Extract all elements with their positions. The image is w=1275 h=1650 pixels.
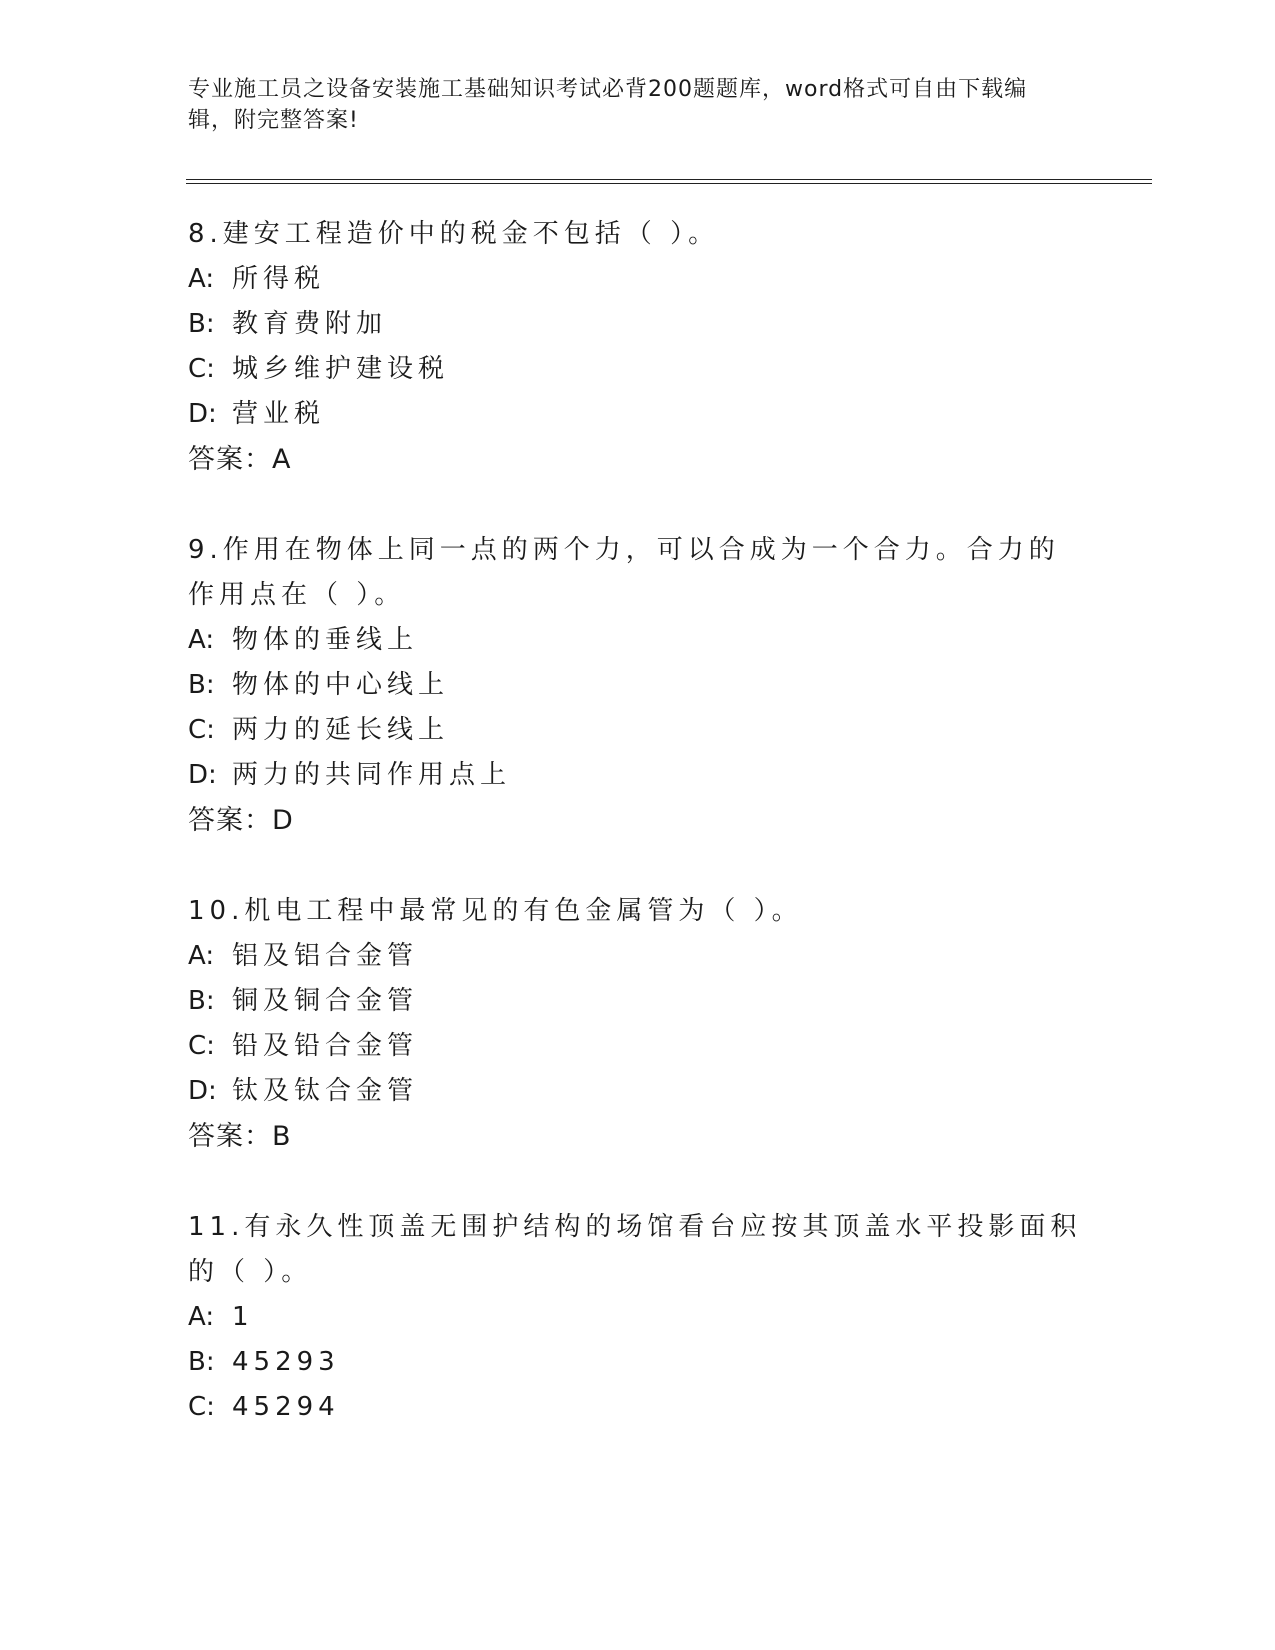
- question-stem: 9.作用在物体上同一点的两个力，可以合成为一个合力。合力的作用点在（ ）。: [188, 535, 1060, 610]
- option-text: 45294: [232, 1392, 340, 1422]
- question-option: [188, 392, 1088, 437]
- option-text: 45293: [232, 1347, 340, 1377]
- question-stem: 11.有永久性顶盖无围护结构的场馆看台应按其顶盖水平投影面积的（ ）。: [188, 1212, 1082, 1287]
- option-letter: A:: [188, 1302, 215, 1332]
- option-text: 钛及钛合金管: [232, 1076, 419, 1106]
- question-item: [188, 889, 1088, 1159]
- option-letter: A:: [188, 625, 215, 655]
- question-answer: 答案：A: [188, 444, 292, 475]
- question-option: [188, 1024, 1088, 1069]
- option-letter: C:: [188, 1392, 215, 1422]
- option-text: 1: [232, 1302, 254, 1332]
- question-answer: 答案：B: [188, 1121, 292, 1152]
- option-letter: C:: [188, 354, 215, 384]
- option-letter: C:: [188, 715, 215, 745]
- option-text: 铅及铅合金管: [232, 1031, 419, 1061]
- question-option: [188, 663, 1088, 708]
- option-text: 两力的共同作用点上: [232, 760, 512, 790]
- question-option: [188, 1069, 1088, 1114]
- question-item: [188, 212, 1088, 482]
- option-letter: D:: [188, 399, 217, 429]
- option-text: 物体的中心线上: [232, 670, 450, 700]
- question-list: [188, 212, 1088, 1476]
- option-text: 物体的垂线上: [232, 625, 419, 655]
- option-text: 教育费附加: [232, 309, 388, 339]
- option-text: 铜及铜合金管: [232, 986, 419, 1016]
- question-answer: 答案：D: [188, 805, 294, 836]
- question-option: [188, 934, 1088, 979]
- header-rule-top: [186, 179, 1152, 180]
- option-text: 城乡维护建设税: [232, 354, 450, 384]
- question-option: [188, 347, 1088, 392]
- option-text: 所得税: [232, 264, 326, 294]
- question-stem: 10.机电工程中最常见的有色金属管为（ ）。: [188, 896, 803, 926]
- option-letter: B:: [188, 1347, 215, 1377]
- question-stem: 8.建安工程造价中的税金不包括（ ）。: [188, 219, 720, 249]
- question-option: [188, 1295, 1088, 1340]
- option-text: 营业税: [232, 399, 326, 429]
- option-letter: B:: [188, 309, 215, 339]
- option-text: 两力的延长线上: [232, 715, 450, 745]
- option-letter: C:: [188, 1031, 215, 1061]
- question-option: [188, 302, 1088, 347]
- header-rule-bottom: [186, 183, 1152, 184]
- option-letter: B:: [188, 670, 215, 700]
- question-option: [188, 753, 1088, 798]
- option-letter: D:: [188, 760, 217, 790]
- question-item: [188, 528, 1088, 843]
- question-item: [188, 1205, 1088, 1430]
- document-header: 专业施工员之设备安装施工基础知识考试必背200题题库，word格式可自由下载编辑，附完整答案!: [188, 77, 1028, 133]
- question-option: [188, 257, 1088, 302]
- question-option: [188, 1340, 1088, 1385]
- option-letter: A:: [188, 941, 215, 971]
- question-option: [188, 708, 1088, 753]
- option-letter: B:: [188, 986, 215, 1016]
- question-option: [188, 979, 1088, 1024]
- option-letter: A:: [188, 264, 215, 294]
- option-text: 铝及铝合金管: [232, 941, 419, 971]
- question-option: [188, 618, 1088, 663]
- option-letter: D:: [188, 1076, 217, 1106]
- question-option: [188, 1385, 1088, 1430]
